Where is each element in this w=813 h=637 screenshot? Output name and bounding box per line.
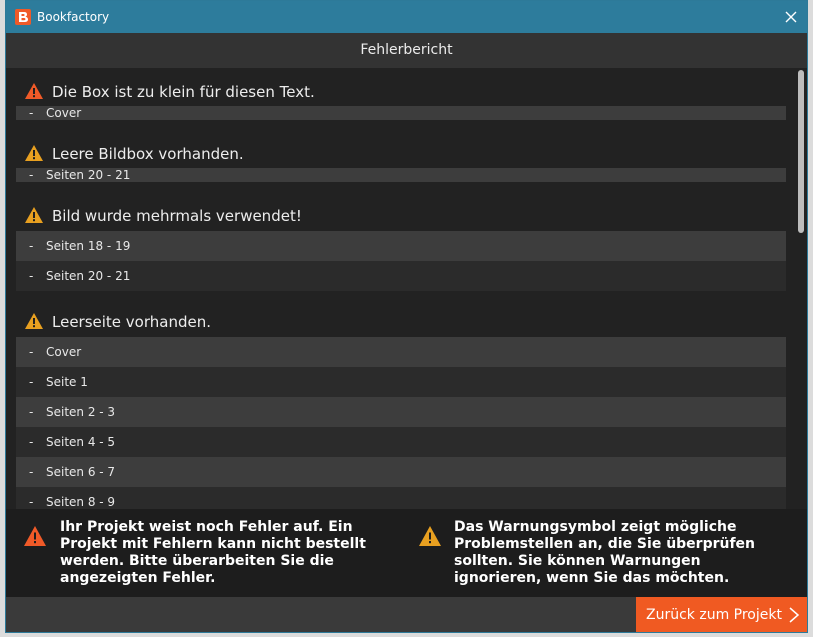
- issue-row[interactable]: - Seiten 6 - 7: [16, 457, 786, 487]
- issue-location: Cover: [46, 106, 82, 120]
- warning-triangle-icon: [418, 525, 442, 547]
- issue-row[interactable]: - Cover: [16, 106, 786, 120]
- back-to-project-label: Zurück zum Projekt: [646, 607, 782, 623]
- warning-triangle-icon: [24, 312, 44, 330]
- error-report-window: [5, 0, 808, 633]
- chevron-right-icon: [787, 606, 801, 624]
- scrollbar-thumb[interactable]: [798, 70, 804, 233]
- title-bar: [6, 1, 807, 33]
- issue-row[interactable]: - Seiten 20 - 21: [16, 168, 786, 182]
- report-header: [6, 33, 807, 68]
- page-title: Fehlerbericht: [360, 42, 453, 58]
- error-triangle-icon: [23, 525, 47, 547]
- back-to-project-button[interactable]: [636, 597, 807, 632]
- bookfactory-logo-icon: [15, 9, 31, 25]
- vertical-scrollbar[interactable]: [796, 68, 806, 509]
- error-explanation: Ihr Projekt weist noch Fehler auf. Ein Projekt mit Fehlern kann nicht bestellt werden. Bitte überarbeiten Sie die angezeigten Fehler.: [60, 519, 366, 586]
- app-title: Bookfactory: [37, 10, 110, 24]
- legend-panel: [6, 509, 807, 597]
- close-button[interactable]: [781, 7, 801, 27]
- error-triangle-icon: [24, 82, 44, 100]
- issue-row[interactable]: - Seiten 8 - 9: [16, 487, 786, 509]
- issue-location: Cover: [46, 345, 82, 359]
- issue-location: Seiten 20 - 21: [46, 168, 131, 182]
- issue-row[interactable]: - Seiten 20 - 21: [16, 261, 786, 291]
- issue-location: Seite 1: [46, 375, 88, 389]
- close-icon: [781, 7, 801, 27]
- issue-location: Seiten 6 - 7: [46, 465, 116, 479]
- footer-bar: [6, 597, 807, 632]
- issue-location: Seiten 20 - 21: [46, 269, 131, 283]
- issue-location: Seiten 4 - 5: [46, 435, 116, 449]
- warning-triangle-icon: [24, 206, 44, 224]
- issue-list[interactable]: Die Box ist zu klein für diesen Text. - Cover Leere Bildbox vorhanden. - Seiten 20 - 21 Bild wurde mehrmals verwendet! - Seiten 18 - 19 - Seiten 20 - 21 Leerseite vorhanden. - Cover - Seite 1 - Seiten 2 - 3 - Seiten 4 - 5 - Seiten 6 - 7 - Seiten 8 - 9: [6, 68, 807, 509]
- warning-explanation: Das Warnungsymbol zeigt mögliche Problemstellen an, die Sie überprüfen sollten. Sie können Warnungen ignorieren, wenn Sie das möchten.: [454, 519, 756, 586]
- warning-triangle-icon: [24, 144, 44, 162]
- issue-location: Seiten 2 - 3: [46, 405, 116, 419]
- issue-row[interactable]: - Cover: [16, 337, 786, 367]
- issue-row[interactable]: - Seite 1: [16, 367, 786, 397]
- issue-row[interactable]: - Seiten 2 - 3: [16, 397, 786, 427]
- issue-location: Seiten 18 - 19: [46, 239, 131, 253]
- issue-row[interactable]: - Seiten 18 - 19: [16, 231, 786, 261]
- issue-location: Seiten 8 - 9: [46, 495, 116, 509]
- issue-row[interactable]: - Seiten 4 - 5: [16, 427, 786, 457]
